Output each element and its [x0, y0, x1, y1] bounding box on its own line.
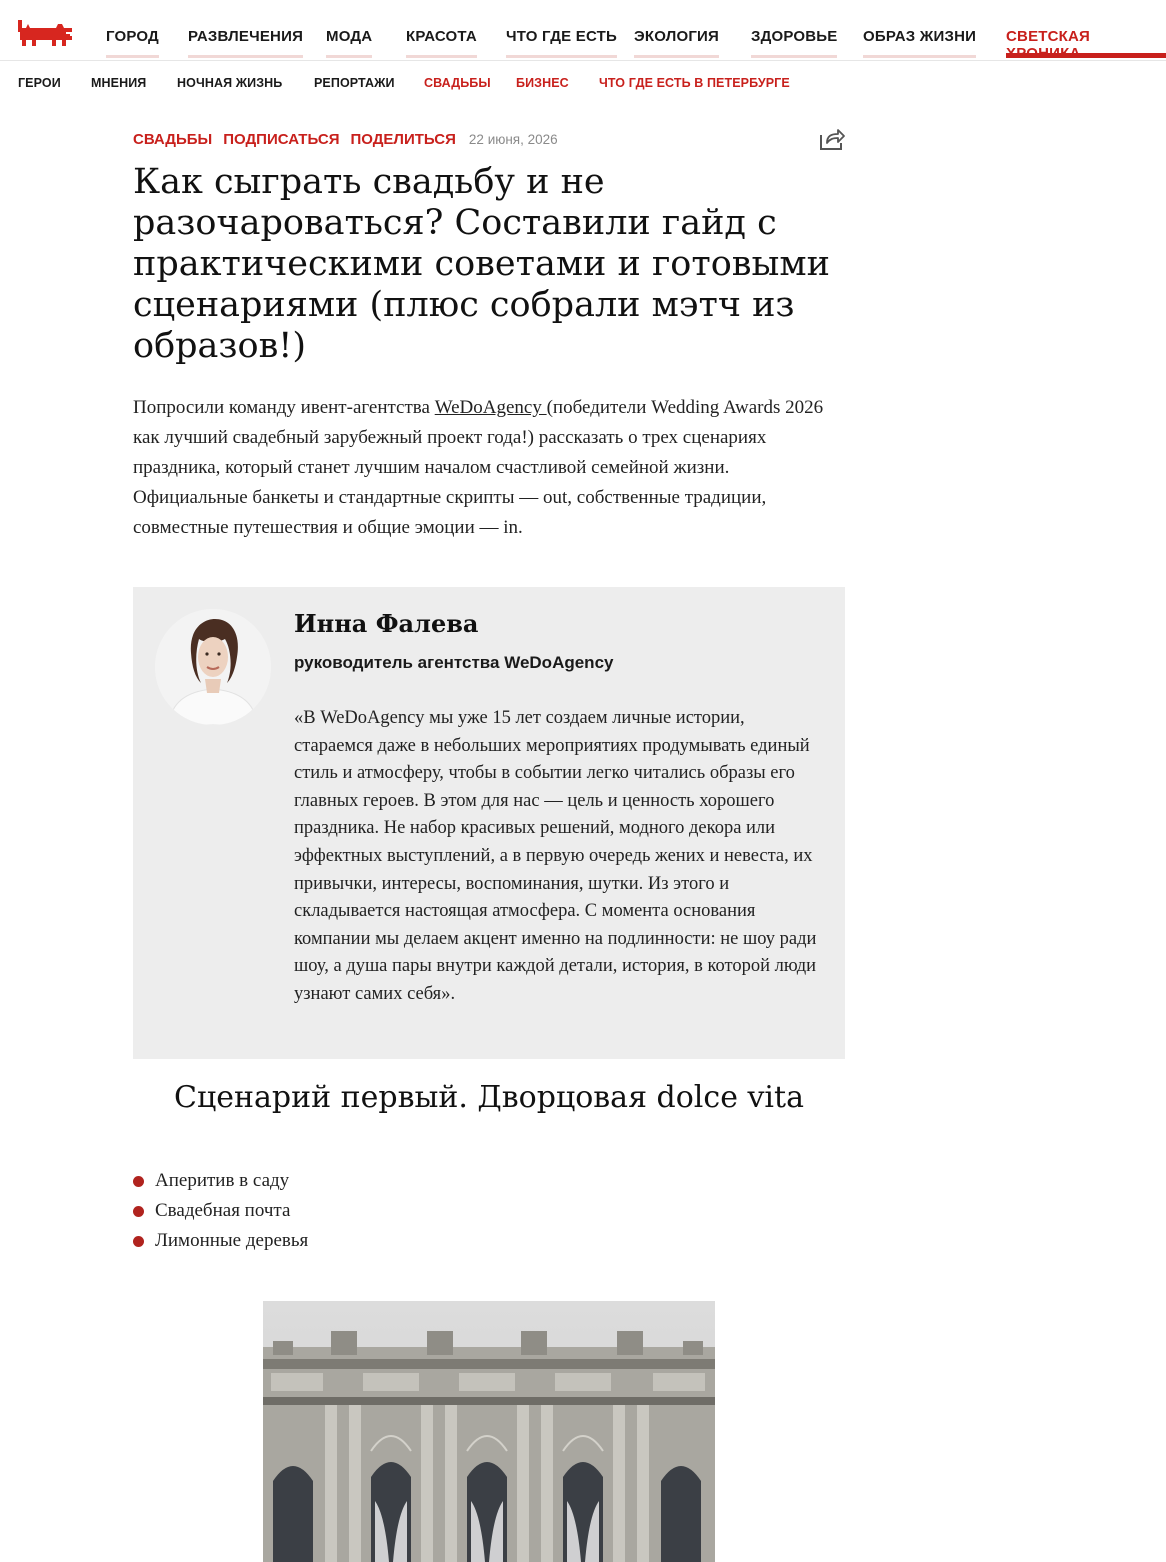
topnav-razvlecheniya[interactable]: РАЗВЛЕЧЕНИЯ	[188, 28, 303, 45]
lead-text-after: (победители Wedding Awards 2026 как лучший свадебный зарубежный проект года!) рассказать о трех сценариях праздника, который станет лучшим началом счастливой семейной жизни. Официальные банкеты и стандартные скрипты — out, собственные традиции, совместные путешествия и общие эмоции — in.	[133, 397, 824, 538]
expert-quote-text: «В WeDoAgency мы уже 15 лет создаем личные истории, стараемся даже в небольших мероприятиях продумывать единый стиль и атмосферу, чтобы в событии легко читались образы его главных героев. В этом для нас — цель и ценность хорошего праздника. Не набор красивых решений, модного декора или эффектных выступлений, а в первую очередь жених и невеста, их привычки, интересы, воспоминания, шутки. Из этого и складывается настоящая атмосфера. С момента основания компании мы делаем акцент именно на подлинности: не шоу ради шоу, а душа пары внутри каждой детали, история, в которой люди узнают самих себя».	[294, 708, 817, 1004]
topnav-underline	[188, 55, 303, 58]
topnav-underline	[634, 55, 719, 58]
topnav-chto-gde-est[interactable]: ЧТО ГДЕ ЕСТЬ	[506, 28, 617, 45]
article-lead	[133, 393, 833, 543]
sub-navigation	[0, 62, 1166, 104]
topnav-underline	[751, 55, 837, 58]
article-meta	[133, 128, 558, 150]
subnav-svadby[interactable]: СВАДЬБЫ	[424, 76, 491, 90]
share-icon[interactable]	[818, 126, 846, 152]
topnav-underline	[863, 55, 976, 58]
category-link[interactable]: СВАДЬБЫ	[133, 130, 213, 148]
expert-quote-box	[133, 587, 845, 1059]
topnav-gorod[interactable]: ГОРОД	[106, 28, 159, 45]
subscribe-link[interactable]: ПОДПИСАТЬСЯ	[223, 130, 340, 148]
topnav-zdorovie[interactable]: ЗДОРОВЬЕ	[751, 28, 837, 45]
topnav-underline	[106, 55, 159, 58]
subnav-geroi[interactable]: ГЕРОИ	[18, 76, 61, 90]
topnav-underline	[506, 55, 617, 58]
subnav-spb[interactable]: ЧТО ГДЕ ЕСТЬ В ПЕТЕРБУРГЕ	[599, 76, 790, 90]
bullet-dot-icon	[133, 1236, 144, 1247]
topnav-active-underline	[1006, 53, 1166, 58]
subnav-nochnaya-zhizn[interactable]: НОЧНАЯ ЖИЗНЬ	[177, 76, 283, 90]
list-item-label: Лимонные деревья	[155, 1230, 309, 1251]
topnav-krasota[interactable]: КРАСОТА	[406, 28, 477, 45]
expert-portrait-icon	[155, 609, 271, 725]
scenario-highlights-list	[133, 1166, 308, 1256]
share-link[interactable]: ПОДЕЛИТЬСЯ	[350, 130, 456, 148]
bullet-dot-icon	[133, 1176, 144, 1187]
list-item	[133, 1166, 308, 1196]
lead-text-before: Попросили команду ивент-агентства	[133, 397, 435, 418]
bullet-dot-icon	[133, 1206, 144, 1217]
palace-facade-photo	[263, 1301, 715, 1562]
topnav-underline	[326, 55, 372, 58]
topnav-moda[interactable]: МОДА	[326, 28, 372, 45]
list-item	[133, 1226, 308, 1256]
expert-name: Инна Фалева	[294, 609, 479, 638]
avatar	[155, 609, 271, 725]
list-item-label: Аперитив в саду	[155, 1170, 290, 1191]
subnav-reportazhi[interactable]: РЕПОРТАЖИ	[314, 76, 395, 90]
subnav-biznes[interactable]: БИЗНЕС	[516, 76, 569, 90]
subnav-mneniya[interactable]: МНЕНИЯ	[91, 76, 147, 90]
site-logo-icon[interactable]	[16, 16, 74, 50]
topnav-ekologiya[interactable]: ЭКОЛОГИЯ	[634, 28, 719, 45]
list-item-label: Свадебная почта	[155, 1200, 291, 1221]
top-navigation	[0, 0, 1166, 61]
publish-date: 22 июня, 2026	[468, 131, 558, 147]
list-item	[133, 1196, 308, 1226]
palace-facade-icon	[263, 1301, 715, 1562]
expert-role: руководитель агентства WeDoAgency	[294, 653, 614, 672]
topnav-obraz-zhizni[interactable]: ОБРАЗ ЖИЗНИ	[863, 28, 976, 45]
article-title: Как сыграть свадьбу и не разочароваться? Составили гайд с практическими советами и готовыми сценариями (плюс собрали мэтч из образов!)	[133, 162, 830, 366]
topnav-svetskaya-khronika[interactable]: СВЕТСКАЯ	[1006, 28, 1166, 62]
section-heading: Сценарий первый. Дворцовая dolce vita	[174, 1080, 804, 1115]
topnav-underline	[406, 55, 477, 58]
wedoagency-link[interactable]: WeDoAgency	[434, 397, 547, 418]
